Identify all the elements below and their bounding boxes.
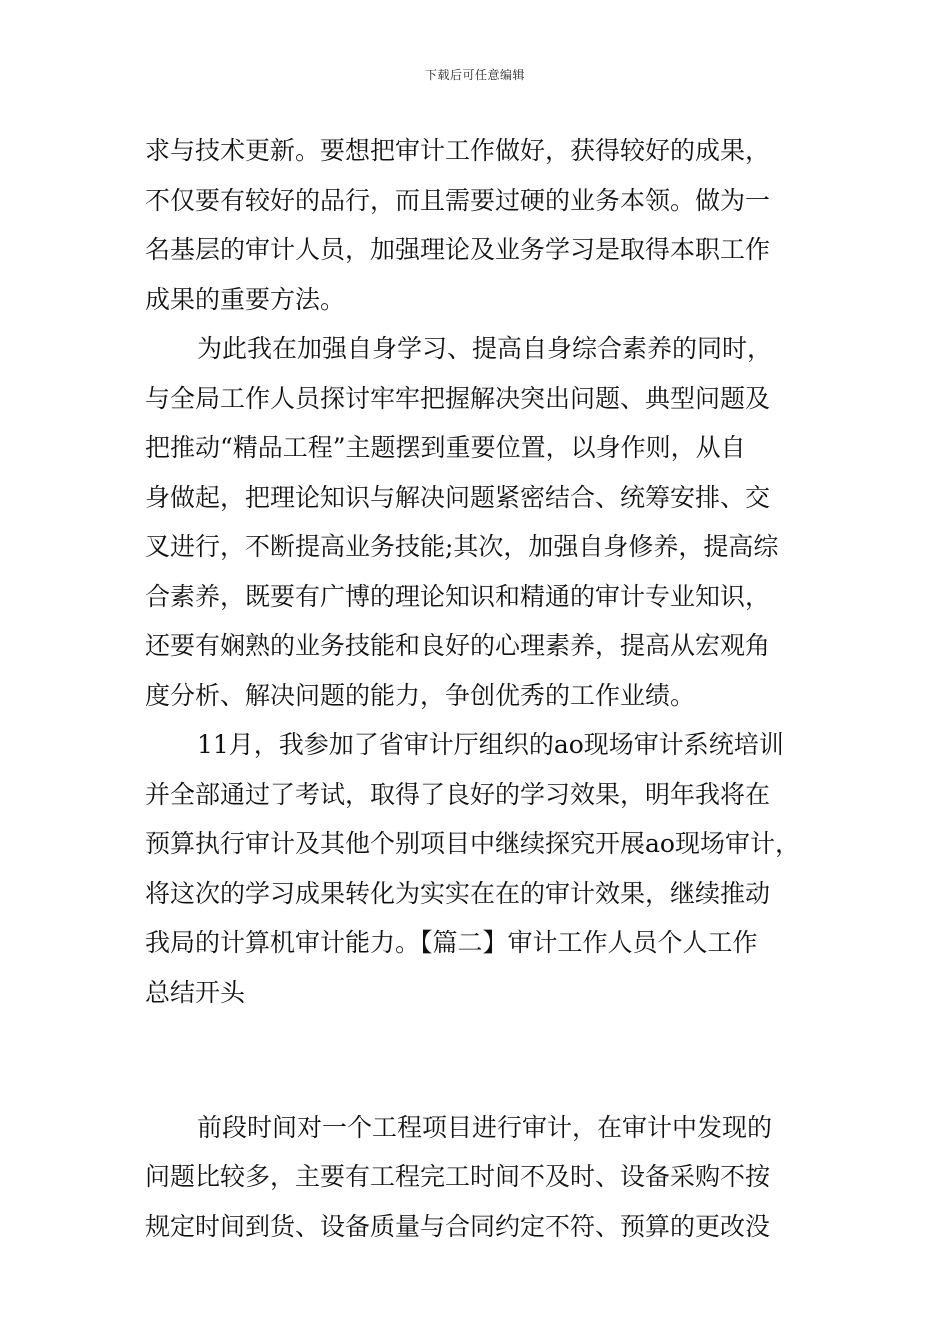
text-line: 预算执行审计及其他个别项目中继续探究开展ao现场审计， [145, 829, 800, 858]
document-body [145, 126, 810, 1251]
text-line: 并全部通过了考试，取得了良好的学习效果，明年我将在 [145, 779, 771, 809]
text-line: 与全局工作人员探讨牢牢把握解决突出问题、典型问题及 [145, 383, 771, 413]
text-line: 还要有娴熟的业务技能和良好的心理素养，提高从宏观角 [145, 631, 771, 660]
text-line: 叉进行，不断提高业务技能;其次，加强自身修养，提高综 [145, 532, 779, 561]
text-line: 度分析、解决问题的能力，争创优秀的工作业绩。 [145, 680, 696, 710]
text-line: 我局的计算机审计能力。【篇二】审计工作人员个人工作 [145, 928, 758, 957]
section-gap [145, 1067, 810, 1103]
text-line: 规定时间到货、设备质量与合同约定不符、预算的更改没 [145, 1211, 771, 1241]
text-line: 不仅要有较好的品行，而且需要过硬的业务本领。做为一 [145, 185, 771, 215]
text-line: 11月，我参加了省审计厅组织的ao现场审计系统培训 [197, 730, 784, 759]
text-line: 问题比较多，主要有工程完工时间不及时、设备采购不按 [145, 1162, 771, 1191]
text-line: 前段时间对一个工程项目进行审计，在审计中发现的 [197, 1112, 773, 1142]
paragraph [145, 720, 810, 1017]
text-line: 为此我在加强自身学习、提高自身综合素养的同时， [197, 334, 773, 363]
text-line: 名基层的审计人员，加强理论及业务学习是取得本职工作 [145, 235, 771, 264]
text-line: 合素养，既要有广博的理论知识和精通的审计专业知识， [145, 581, 771, 611]
text-line: 把推动“精品工程”主题摆到重要位置，以身作则，从自 [145, 433, 746, 462]
text-line: 成果的重要方法。 [145, 284, 346, 314]
page-header-note: 下载后可任意编辑 [424, 68, 525, 82]
blank-line [145, 1017, 810, 1067]
paragraph [145, 126, 810, 324]
paragraph [145, 324, 810, 720]
paragraph [145, 1103, 810, 1252]
text-line: 身做起，把理论知识与解决问题紧密结合、统筹安排、交 [145, 482, 771, 512]
text-line: 总结开头 [145, 977, 246, 1007]
text-line: 将这次的学习成果转化为实实在在的审计效果，继续推动 [145, 878, 771, 908]
text-line: 求与技术更新。要想把审计工作做好，获得较好的成果， [145, 136, 771, 165]
